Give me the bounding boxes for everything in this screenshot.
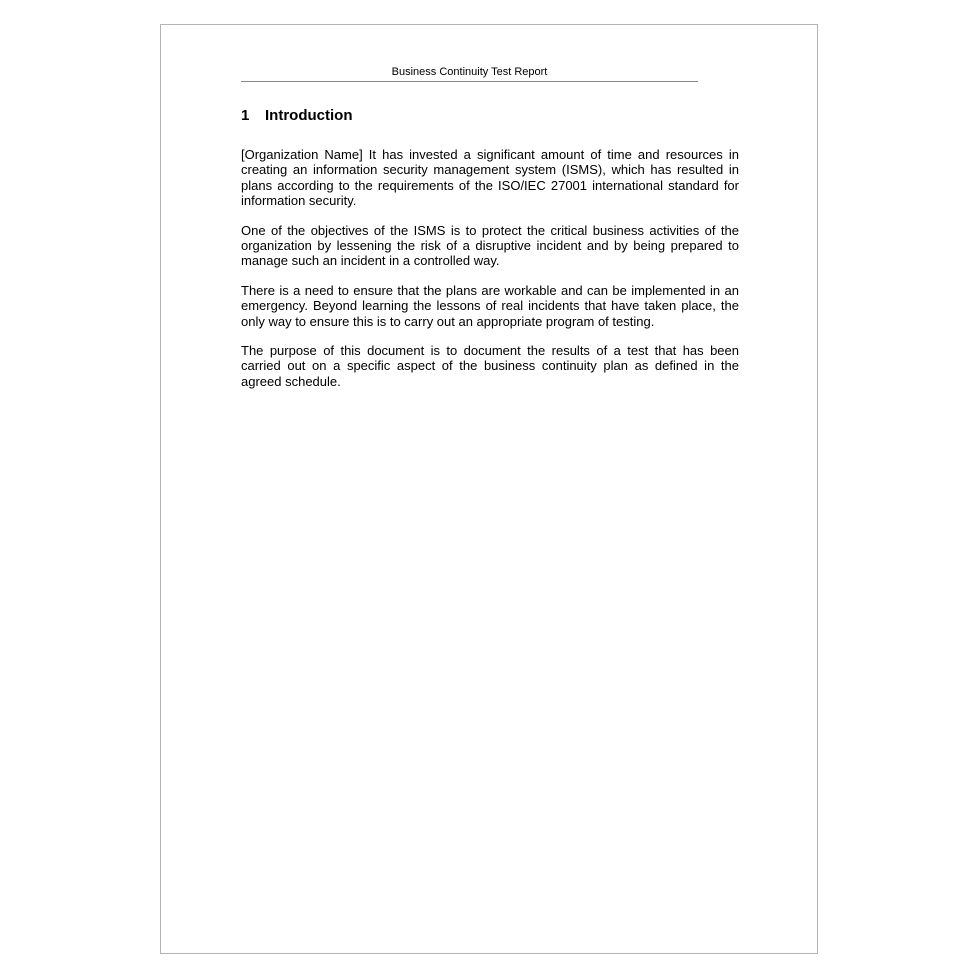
document-page xyxy=(160,24,818,954)
paragraph: The purpose of this document is to document the results of a test that has been carried out on a specific aspect of the business continuity plan as defined in the agreed schedule. xyxy=(241,343,739,389)
section-title: Introduction xyxy=(265,107,353,124)
page-content xyxy=(241,105,739,403)
paragraph: [Organization Name] It has invested a significant amount of time and resources in creating an information security management system (ISMS), which has resulted in plans according to the requirements of the ISO/IEC 27001 international standard for information security. xyxy=(241,147,739,209)
section-heading xyxy=(241,105,739,127)
paragraph: One of the objectives of the ISMS is to protect the critical business activities of the organization by lessening the risk of a disruptive incident and by being prepared to manage such an incident in a controlled way. xyxy=(241,222,739,269)
section-number: 1 xyxy=(241,107,250,124)
paragraph: There is a need to ensure that the plans are workable and can be implemented in an emergency. Beyond learning the lessons of real incidents that have taken place, the only way to ensure this is to carry out an appropriate program of testing. xyxy=(241,282,739,329)
running-header: Business Continuity Test Report xyxy=(241,65,698,82)
